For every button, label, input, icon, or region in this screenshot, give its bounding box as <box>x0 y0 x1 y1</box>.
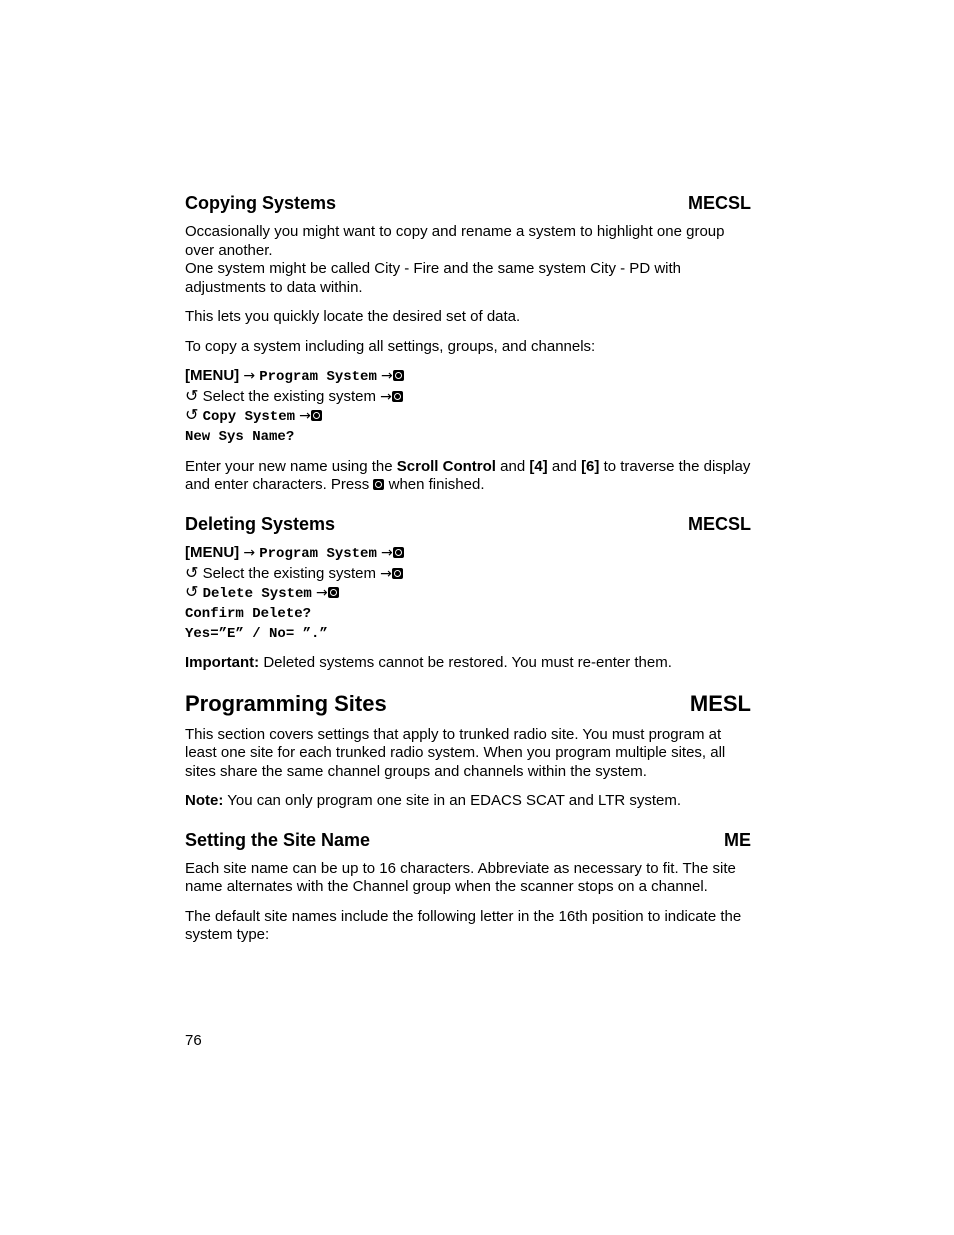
model-tag: MESL <box>689 690 751 716</box>
display-prompt: Confirm Delete? <box>185 605 312 622</box>
scroll-control-icon: ↺ <box>185 562 199 582</box>
paragraph: This lets you quickly locate the desired set of data. <box>185 308 521 325</box>
select-button-icon <box>392 568 403 579</box>
model-tag: ME <box>724 829 751 850</box>
step-line: ↺ Select the existing system → <box>185 564 751 584</box>
paragraph: Each site name can be up to 16 characters. Abbreviate as necessary to fit. The site name alternates with the Channel group when the scanner stops on a channel. <box>185 859 736 896</box>
section-heading-site-name <box>185 829 751 851</box>
model-tag: MECSL <box>688 193 751 213</box>
section-heading-copying <box>185 192 751 214</box>
paragraph: The default site names include the following letter in the 16th position to indicate the system type: <box>185 907 742 944</box>
arrow-right-icon: → <box>381 368 393 384</box>
delete-steps <box>185 544 751 644</box>
paragraph: Enter your new name using the Scroll Control and [4] and [6] to traverse the display and enter characters. Press when finished. <box>185 457 751 494</box>
select-button-icon <box>311 410 322 421</box>
paragraph: This section covers settings that apply to trunked radio site. You must program at least one site for each trunked radio system. When you program multiple sites, all sites share the same channel groups and channels within the system. <box>185 725 726 780</box>
select-button-icon <box>373 479 384 490</box>
section-heading-deleting <box>185 513 751 535</box>
select-button-icon <box>393 370 404 381</box>
menu-key: [MENU] <box>185 543 240 561</box>
scroll-control-icon: ↺ <box>185 405 199 425</box>
page-content <box>185 192 751 956</box>
section-heading-sites <box>185 691 751 717</box>
step-line <box>185 367 751 387</box>
select-button-icon <box>328 587 339 598</box>
step-line <box>185 406 751 427</box>
paragraph: To copy a system including all settings, groups, and channels: <box>185 337 596 355</box>
display-prompt: New Sys Name? <box>185 429 295 446</box>
scroll-control-icon: ↺ <box>185 582 199 602</box>
step-line <box>185 624 751 644</box>
arrow-right-icon: → <box>243 368 256 384</box>
step-line: ↺ Select the existing system → <box>185 387 751 407</box>
step-line <box>185 583 751 604</box>
paragraph: Important: Deleted systems cannot be restored. You must re-enter them. <box>185 654 672 672</box>
select-button-icon <box>392 391 403 402</box>
display-prompt: Yes=”E” / No= ”.” <box>185 625 328 642</box>
arrow-right-icon: → <box>243 544 256 561</box>
paragraph: Note: You can only program one site in an EDACS SCAT and LTR system. <box>185 792 682 810</box>
section-title: Copying Systems <box>185 193 337 213</box>
menu-item: Program System <box>259 369 377 385</box>
section-title: Programming Sites <box>185 690 387 716</box>
page-number: 76 <box>185 1032 202 1049</box>
menu-item: Program System <box>259 545 377 562</box>
section-title: Deleting Systems <box>185 513 336 534</box>
menu-item: Copy System <box>202 409 295 426</box>
select-button-icon <box>393 547 404 558</box>
model-tag: MECSL <box>688 513 751 534</box>
arrow-right-icon: → <box>380 388 392 405</box>
scroll-control-icon: ↺ <box>185 385 199 405</box>
paragraph: Occasionally you might want to copy and rename a system to highlight one group over another. One system might be called City - Fire and the same system City - PD with adjustments to data within. <box>185 223 725 296</box>
step-line <box>185 427 751 447</box>
arrow-right-icon: → <box>299 408 311 425</box>
arrow-right-icon: → <box>381 544 393 561</box>
arrow-right-icon: → <box>380 565 392 582</box>
section-title: Setting the Site Name <box>185 829 371 850</box>
step-line <box>185 544 751 564</box>
copy-steps <box>185 367 751 447</box>
menu-item: Delete System <box>202 586 312 603</box>
menu-key: [MENU] <box>185 367 240 384</box>
step-line <box>185 604 751 624</box>
arrow-right-icon: → <box>315 585 328 602</box>
